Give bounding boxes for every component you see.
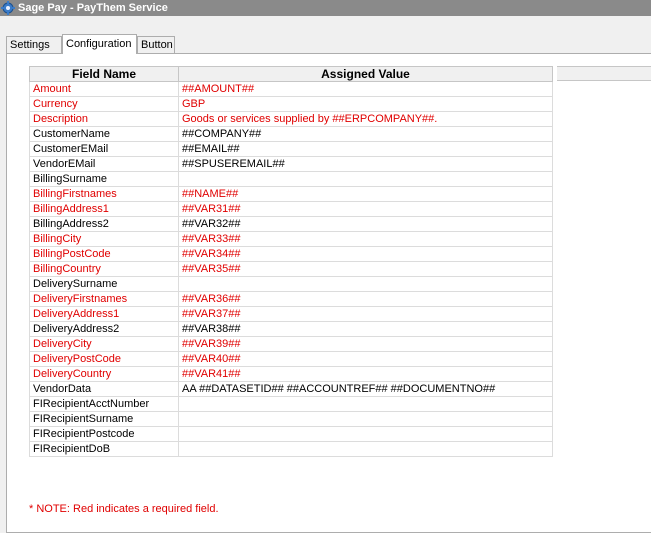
table-row[interactable] [30, 367, 553, 382]
column-header-assigned-value[interactable]: Assigned Value [179, 67, 553, 82]
field-name-cell: DeliveryCity [30, 337, 179, 352]
table-row[interactable] [30, 172, 553, 187]
assigned-value-cell[interactable]: ##VAR31## [179, 202, 553, 217]
grid-header-filler [557, 66, 651, 81]
assigned-value-cell[interactable] [179, 277, 553, 292]
required-note: * NOTE: Red indicates a required field. [29, 503, 219, 515]
field-name-cell: FIRecipientSurname [30, 412, 179, 427]
field-name-cell: DeliveryAddress2 [30, 322, 179, 337]
tab-settings[interactable]: Settings [6, 36, 62, 53]
table-row[interactable] [30, 112, 553, 127]
assigned-value-cell[interactable]: ##VAR38## [179, 322, 553, 337]
assigned-value-cell[interactable]: ##VAR36## [179, 292, 553, 307]
field-name-cell: BillingPostCode [30, 247, 179, 262]
gear-icon [1, 1, 15, 15]
assigned-value-cell[interactable]: ##VAR34## [179, 247, 553, 262]
table-row[interactable] [30, 337, 553, 352]
table-row[interactable] [30, 262, 553, 277]
table-row[interactable] [30, 427, 553, 442]
field-name-cell: CustomerName [30, 127, 179, 142]
field-name-cell: CustomerEMail [30, 142, 179, 157]
assigned-value-cell[interactable]: ##VAR40## [179, 352, 553, 367]
field-name-cell: BillingCity [30, 232, 179, 247]
field-name-cell: BillingCountry [30, 262, 179, 277]
assigned-value-cell[interactable] [179, 172, 553, 187]
window-title: Sage Pay - PayThem Service [18, 2, 168, 14]
assigned-value-cell[interactable]: ##AMOUNT## [179, 82, 553, 97]
assigned-value-cell[interactable]: ##VAR35## [179, 262, 553, 277]
configuration-panel [6, 53, 651, 533]
assigned-value-cell[interactable]: ##SPUSEREMAIL## [179, 157, 553, 172]
table-row[interactable] [30, 412, 553, 427]
field-name-cell: VendorEMail [30, 157, 179, 172]
table-row[interactable] [30, 142, 553, 157]
field-name-cell: BillingSurname [30, 172, 179, 187]
field-name-cell: VendorData [30, 382, 179, 397]
table-row[interactable] [30, 127, 553, 142]
table-row[interactable] [30, 277, 553, 292]
table-row[interactable] [30, 202, 553, 217]
table-row[interactable] [30, 382, 553, 397]
assigned-value-cell[interactable]: ##NAME## [179, 187, 553, 202]
assigned-value-cell[interactable]: ##VAR39## [179, 337, 553, 352]
table-row[interactable] [30, 157, 553, 172]
title-bar [0, 0, 651, 16]
table-row[interactable] [30, 187, 553, 202]
field-name-cell: DeliveryAddress1 [30, 307, 179, 322]
table-row[interactable] [30, 217, 553, 232]
field-name-cell: Amount [30, 82, 179, 97]
table-row[interactable] [30, 307, 553, 322]
field-name-cell: DeliverySurname [30, 277, 179, 292]
field-name-cell: FIRecipientDoB [30, 442, 179, 457]
field-mapping-grid [29, 66, 553, 457]
table-row[interactable] [30, 322, 553, 337]
assigned-value-cell[interactable] [179, 442, 553, 457]
assigned-value-cell[interactable] [179, 427, 553, 442]
field-name-cell: FIRecipientAcctNumber [30, 397, 179, 412]
field-name-cell: FIRecipientPostcode [30, 427, 179, 442]
field-name-cell: BillingFirstnames [30, 187, 179, 202]
assigned-value-cell[interactable]: Goods or services supplied by ##ERPCOMPANY##. [179, 112, 553, 127]
assigned-value-cell[interactable]: ##COMPANY## [179, 127, 553, 142]
column-header-field-name[interactable]: Field Name [30, 67, 179, 82]
tab-button[interactable]: Button [137, 36, 175, 53]
field-name-cell: DeliveryPostCode [30, 352, 179, 367]
field-name-cell: BillingAddress1 [30, 202, 179, 217]
table-row[interactable] [30, 352, 553, 367]
assigned-value-cell[interactable]: ##VAR41## [179, 367, 553, 382]
table-row[interactable] [30, 442, 553, 457]
grid-body [30, 82, 553, 457]
table-row[interactable] [30, 97, 553, 112]
field-name-cell: DeliveryCountry [30, 367, 179, 382]
table-row[interactable] [30, 232, 553, 247]
assigned-value-cell[interactable]: ##VAR32## [179, 217, 553, 232]
field-name-cell: Description [30, 112, 179, 127]
table-row[interactable] [30, 247, 553, 262]
assigned-value-cell[interactable]: GBP [179, 97, 553, 112]
table-row[interactable] [30, 397, 553, 412]
field-name-cell: DeliveryFirstnames [30, 292, 179, 307]
field-name-cell: Currency [30, 97, 179, 112]
tab-configuration[interactable]: Configuration [62, 34, 137, 54]
assigned-value-cell[interactable] [179, 397, 553, 412]
assigned-value-cell[interactable]: AA ##DATASETID## ##ACCOUNTREF## ##DOCUMENTNO## [179, 382, 553, 397]
assigned-value-cell[interactable]: ##EMAIL## [179, 142, 553, 157]
assigned-value-cell[interactable] [179, 412, 553, 427]
field-name-cell: BillingAddress2 [30, 217, 179, 232]
table-row[interactable] [30, 82, 553, 97]
table-row[interactable] [30, 292, 553, 307]
assigned-value-cell[interactable]: ##VAR33## [179, 232, 553, 247]
assigned-value-cell[interactable]: ##VAR37## [179, 307, 553, 322]
